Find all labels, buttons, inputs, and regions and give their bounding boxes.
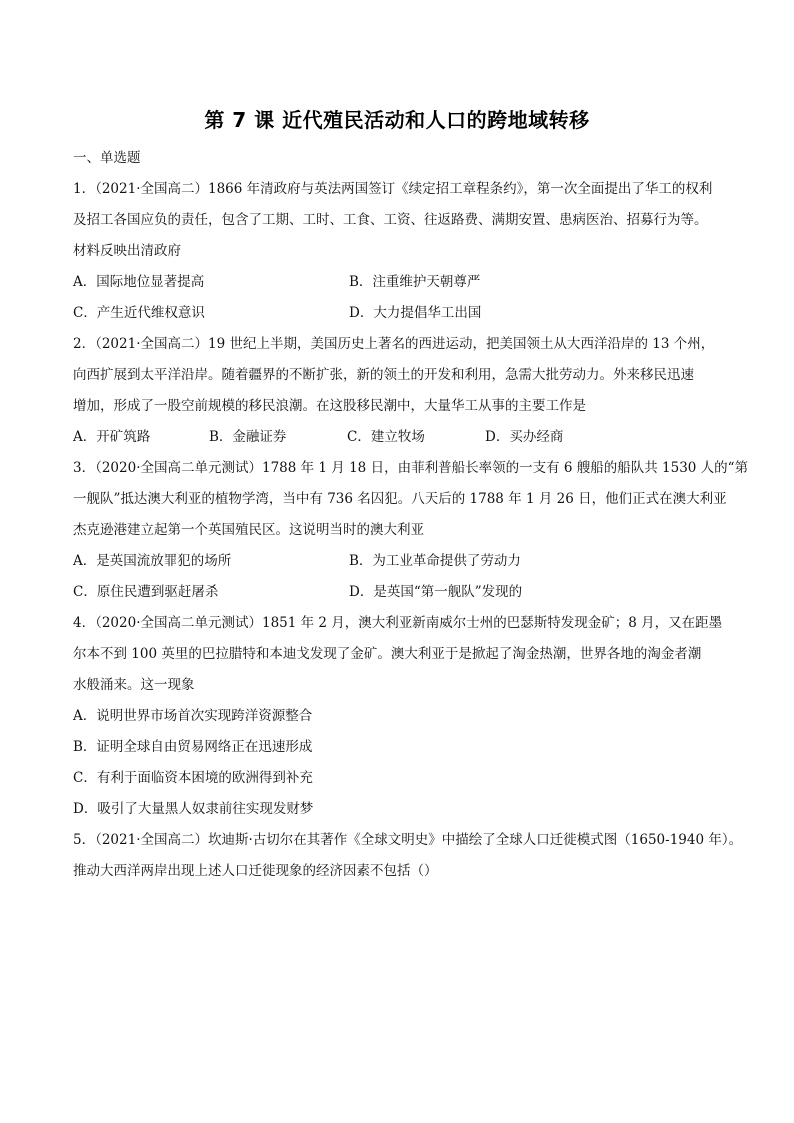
question-3-options (73, 546, 773, 608)
question-4-line-3: 水般涌来。这一现象 (73, 677, 195, 693)
question-1-line-2: 及招工各国应负的责任，包含了工期、工时、工食、工资、往返路费、满期安置、患病医治、招募行为等。 (73, 212, 708, 228)
question-4-option-a: A．说明世界市场首次实现跨洋资源整合 (73, 708, 313, 724)
question-2-line-2: 向西扩展到太平洋沿岸。随着疆界的不断扩张，新的领土的开发和利用，急需大批劳动力。外来移民迅速 (73, 367, 694, 383)
question-4-option-b: B．证明全球自由贸易网络正在迅速形成 (73, 739, 313, 755)
question-3-line-2: 一舰队”抵达澳大利亚的植物学湾，当中有 736 名囚犯。八天后的 1788 年 1 月 26 日，他们正式在澳大利亚 (73, 491, 727, 507)
question-2-option-b: B．金融证券 (209, 429, 287, 445)
question-1-options (73, 267, 773, 329)
question-3-option-a: A．是英国流放罪犯的场所 (73, 553, 232, 569)
question-4 (73, 608, 773, 825)
question-4-line-2: 尔本不到 100 英里的巴拉腊特和本迪戈发现了金矿。澳大利亚于是掀起了淘金热潮，世界各地的淘金者潮 (73, 646, 702, 662)
question-5 (73, 825, 773, 887)
question-2-line-1: 2．（2021·全国高二）19 世纪上半期，美国历史上著名的西进运动，把美国领土从大西洋沿岸的 13 个州， (73, 336, 715, 352)
question-1-line-1: 1．（2021·全国高二）1866 年清政府与英法两国签订《续定招工章程条约》，第一次全面提出了华工的权利 (73, 181, 713, 197)
question-1-line-3: 材料反映出清政府 (73, 243, 181, 259)
document-body (73, 146, 773, 887)
question-3-line-3: 杰克逊港建立起第一个英国殖民区。这说明当时的澳大利亚 (73, 522, 424, 538)
question-2 (73, 329, 773, 453)
question-2-option-d: D．买办经商 (485, 429, 564, 445)
question-1-option-d: D．大力提倡华工出国 (349, 305, 482, 321)
question-4-option-d: D．吸引了大量黑人奴隶前往实现发财梦 (73, 801, 314, 817)
question-5-line-2: 推动大西洋两岸出现上述人口迁徙现象的经济因素不包括（） (73, 863, 438, 879)
question-1 (73, 174, 773, 329)
question-3 (73, 453, 773, 608)
question-2-option-c: C．建立牧场 (347, 429, 425, 445)
question-1-option-c: C．产生近代维权意识 (73, 305, 205, 321)
question-3-option-d: D．是英国“第一舰队”发现的 (349, 584, 523, 600)
question-3-option-b: B．为工业革命提供了劳动力 (349, 553, 521, 569)
question-1-option-b: B．注重维护天朝尊严 (349, 274, 481, 290)
question-4-options (73, 701, 773, 825)
question-1-option-a: A．国际地位显著提高 (73, 274, 205, 290)
question-2-options (73, 422, 773, 453)
question-4-option-c: C．有利于面临资本困境的欧洲得到补充 (73, 770, 313, 786)
question-2-option-a: A．开矿筑路 (73, 429, 151, 445)
question-3-option-c: C．原住民遭到驱赶屠杀 (73, 584, 219, 600)
question-5-line-1: 5．（2021·全国高二）坎迪斯·古切尔在其著作《全球文明史》中描绘了全球人口迁徙模式图（1650-1940 年）。 (73, 832, 743, 848)
question-3-line-1: 3．（2020·全国高二单元测试）1788 年 1 月 18 日，由菲利普船长率领的一支有 6 艘船的船队共 1530 人的“第 (73, 460, 749, 476)
question-4-line-1: 4．（2020·全国高二单元测试）1851 年 2 月，澳大利亚新南威尔士州的巴瑟斯特发现金矿；8 月，又在距墨 (73, 615, 723, 631)
document-title: 第 7 课 近代殖民活动和人口的跨地域转移 (204, 108, 590, 132)
section-heading: 一、单选题 (73, 150, 141, 166)
question-2-line-3: 增加，形成了一股空前规模的移民浪潮。在这股移民潮中，大量华工从事的主要工作是 (73, 398, 586, 414)
